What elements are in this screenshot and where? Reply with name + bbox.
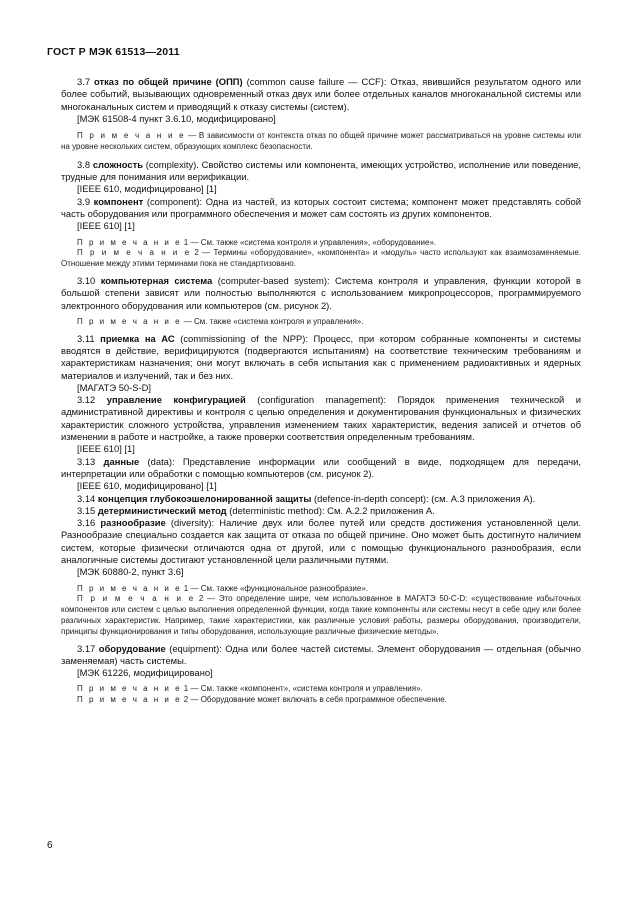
definition-3-12: 3.12 управление конфигурацией (configuration management): Порядок применения технической и административной директивы и контроля с целью определения и документирования функциональных и физических характеристик сложного устройства, управления изменением таких характеристик, ведения записей и отчетов об изменении в работе и настройке, а также проверки соответствия определенным требованиям. <box>61 394 582 443</box>
definition-3-11: 3.11 приемка на АС (commissioning of the NPP): Процесс, при котором собранные компоненты и системы вводятся в действие, верифицируются (подвергаются испытаниям) на соответствие техническим требованиям и характеристикам назначения; они могут включать в себя испытания как с применением радиоактивных и ядерных материалов и излучений, так и без них. <box>61 332 581 381</box>
reference: [IEEE 610] [1] <box>77 220 135 232</box>
definition-3-10: 3.10 компьютерная система (computer-based system): Система контроля и управления, функции которой в большой степени зависят или полностью выполняются с использованием микропроцессоров, программируемого электронного оборудования или компьютеров (см. рисунок 2). <box>61 274 582 311</box>
reference: [МАГАТЭ 50-S-D] <box>77 381 152 393</box>
document-body <box>61 76 581 706</box>
term: управление конфигурацией <box>106 394 246 406</box>
definition-3-8: 3.8 сложность (complexity). Свойство системы или компонента, имеющих устройство, исполнение или поведение, трудные для понимания или верификации. <box>61 158 581 183</box>
definition-3-17: 3.17 оборудование (equipment): Одна или более частей системы. Элемент оборудования — отдельная (обычно заменяемая) часть системы. <box>61 642 581 666</box>
standard-header: ГОСТ Р МЭК 61513—2011 <box>47 46 180 58</box>
note: П р и м е ч а н и е — В зависимости от контекста отказ по общей причине может рассматриваться на уровне системы или на уровне нескольких систем, образующих комплекс безопасности. <box>61 131 582 151</box>
note: П р и м е ч а н и е 2 — Термины «оборудование», «компонента» и «модуль» часто используют как взаимозаменяемые. Отношение между этими терминами пока не стандартизовано. <box>61 248 581 269</box>
reference: [МЭК 61508-4 пункт 3.6.10, модифицировано] <box>77 112 276 124</box>
term: сложность <box>92 158 143 170</box>
definition-3-7: 3.7 отказ по общей причине (ОПП) (common cause failure — CCF): Отказ, явившийся результатом одного или более событий, вызывающих одновременный отказ двух или более отдельных каналов многоканальной системы или многоканальных систем и приводящий к отказу системы (систем). <box>61 76 581 112</box>
note: П р и м е ч а н и е 1 — См. также «компонент», «система контроля и управления». <box>77 684 423 694</box>
page-number: 6 <box>47 840 53 851</box>
term: приемка на АС <box>100 332 175 344</box>
definition-3-15: 3.15 детерминистический метод (deterministic method): См. А.2.2 приложения А. <box>77 504 435 516</box>
note: П р и м е ч а н и е 1 — См. также «система контроля и управления», «оборудование». <box>77 237 437 247</box>
reference: [IEEE 610, модифицировано] [1] <box>77 480 217 492</box>
note: П р и м е ч а н и е 1 — См. также «функциональное разнообразие». <box>77 583 369 593</box>
term: компонент <box>93 195 144 207</box>
term: разнообразие <box>100 517 166 529</box>
definition-3-16: 3.16 разнообразие (diversity): Наличие двух или более путей или средств достижения установленной цели. Разнообразие специально создается как защита от отказа по общей причине. Оно может быть достигнуто наличием систем, которые физически отличаются одна от другой, или с помощью функционального разнообразия, если аналогичные системы достигают установленной цели различными путями. <box>61 517 581 565</box>
note: П р и м е ч а н и е 2 — Это определение шире, чем использованное в МАГАТЭ 50-С-D: «существование избыточных компонентов или систем с целью выполнения определенной функции, когда такие компоненты или системы несут в себе одну или более различных характеристик. Например, такие характеристики, как различные условия работы, размеры оборудования, производители, принципы функционирования и типы оборудования, использующие различные физические методы». <box>61 594 582 636</box>
definition-3-9: 3.9 компонент (component): Одна из частей, из которых состоит система; компонент может представлять собой часть оборудования или программного обеспечения и может сам состоять из других компонентов. <box>61 195 581 219</box>
term: оборудование <box>98 642 166 654</box>
reference: [IEEE 610] [1] <box>77 443 135 455</box>
note: П р и м е ч а н и е 2 — Оборудование может включать в себя программное обеспечение. <box>77 695 447 705</box>
term: детерминистический метод <box>97 504 227 516</box>
reference: [МЭК 61226, модифицировано] <box>77 667 213 679</box>
definition-3-14: 3.14 концепция глубокоэшелонированной защиты (defence-in-depth concept): (см. А.3 приложения А). <box>77 492 536 504</box>
term: данные <box>103 455 140 467</box>
note: П р и м е ч а н и е — См. также «система контроля и управления». <box>77 316 364 326</box>
term: компьютерная система <box>100 274 213 286</box>
reference: [IEEE 610, модифицировано] [1] <box>77 183 217 195</box>
definition-3-13: 3.13 данные (data): Представление информации или сообщений в виде, подходящем для передачи, интерпретации или обработки с помощью компьютеров (см. рисунок 2). <box>61 455 581 479</box>
term: отказ по общей причине (ОПП) <box>94 76 243 87</box>
reference: [МЭК 60880-2, пункт 3.6] <box>77 566 184 578</box>
term: концепция глубокоэшелонированной защиты <box>97 492 312 504</box>
